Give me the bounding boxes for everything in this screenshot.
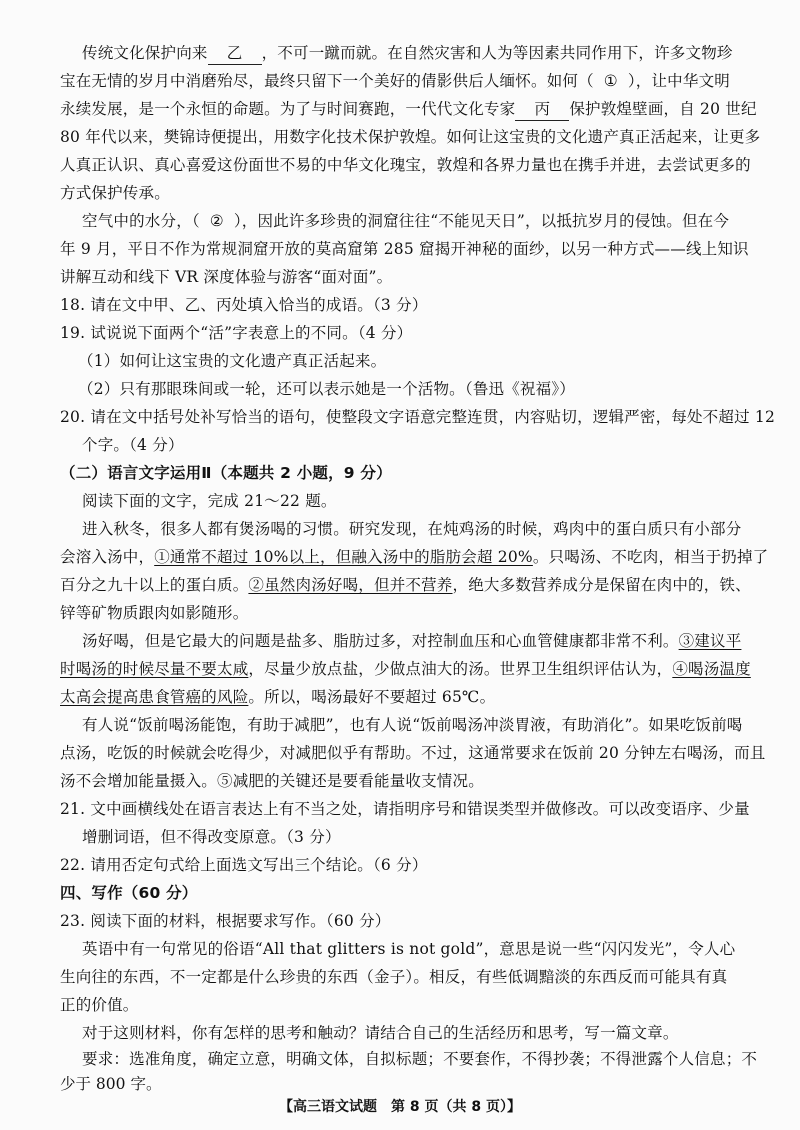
underlined-sentence-4: ④喝汤温度 (672, 660, 751, 678)
passage1-line (82, 42, 752, 65)
text: ），因此许多珍贵的洞窟往往“不能见天日”，以抵抗岁月的侵蚀。但在今 (233, 212, 730, 230)
writing-requirements: 要求：选准角度，确定立意，明确文体，自拟标题；不要套作，不得抄袭；不得泄露个人信息；不 (82, 1050, 758, 1068)
text: 。只喝汤、不吃肉，相当于扔掉了 (532, 548, 769, 566)
text: ，绝大多数营养成分是保留在肉中的，铁、 (452, 576, 751, 594)
passage2-line (60, 658, 752, 680)
section-heading: （二）语言文字运用Ⅱ（本题共 2 小题，9 分） (60, 464, 392, 482)
text: ），让中华文明 (627, 72, 730, 90)
passage2-line: 锌等矿物质跟肉如影随形。 (60, 604, 249, 622)
underlined-sentence-3: ③建议平 (678, 632, 742, 650)
blank-mark-1: ① (603, 72, 618, 90)
text: 空气中的水分，（ (82, 212, 200, 230)
text: 会溶入汤中， (60, 548, 155, 566)
question-23: 23. 阅读下面的材料，根据要求写作。（60 分） (60, 912, 391, 930)
passage1-line: 讲解互动和线下 VR 深度体验与游客“面对面”。 (60, 268, 393, 286)
text: 。所以，喝汤最好不要超过 65℃。 (248, 688, 496, 706)
question-19-item-1: （1）如何让这宝贵的文化遗产真正活起来。 (78, 352, 387, 370)
passage2-line: 进入秋冬，很多人都有煲汤喝的习惯。研究发现，在炖鸡汤的时候，鸡肉中的蛋白质只有小部分 (82, 520, 742, 538)
underlined-sentence-1: ①通常不超过 10%以上，但融入汤中的脂肪会超 20% (154, 548, 533, 566)
passage1-line (82, 210, 752, 232)
material-line: 正的价值。 (60, 996, 139, 1014)
text: 汤好喝，但是它最大的问题是盐多、脂肪过多，对控制血压和心血管健康都非常不利。 (82, 632, 679, 650)
passage2-line: 有人说“饭前喝汤能饱，有助于减肥”，也有人说“饭前喝汤冲淡胃液，有助消化”。如果吃饭前喝 (82, 716, 743, 734)
footer-text: 【高三语文试题 第 8 页（共 8 页）】 (279, 1099, 521, 1115)
passage2-line: 点汤，吃饭的时候就会吃得少，对减肥似乎有帮助。不过，这通常要求在饭前 20 分钟左右喝汤，而且 (60, 744, 766, 762)
section-heading: 四、写作（60 分） (60, 884, 198, 902)
text: 永续发展，是一个永恒的命题。为了与时间赛跑，一代代文化专家 (60, 100, 516, 118)
passage2-line (82, 630, 752, 652)
text: ，不可一蹴而就。在自然灾害和人为等因素共同作用下，许多文物珍 (261, 44, 733, 62)
text: 百分之九十以上的蛋白质。 (60, 576, 249, 594)
question-18: 18. 请在文中甲、乙、丙处填入恰当的成语。（3 分） (60, 296, 428, 314)
passage2-line (60, 546, 769, 568)
underlined-sentence-2: ②虽然肉汤好喝，但并不营养 (248, 576, 453, 594)
text: 传统文化保护向来 (82, 44, 208, 62)
reading-intro: 阅读下面的文字，完成 21～22 题。 (82, 492, 337, 510)
blank-yi: 乙 (208, 42, 262, 65)
passage2-line (60, 686, 752, 708)
passage1-line (60, 98, 757, 121)
writing-prompt: 对于这则材料，你有怎样的思考和触动？请结合自己的生活经历和思考，写一篇文章。 (82, 1024, 679, 1042)
passage1-line: 人真正认识、真心喜爱这份面世不易的中华文化瑰宝，敦煌和各界力量也在携手并进，去尝试更多的 (60, 156, 751, 174)
passage1-line: 年 9 月，平日不作为常规洞窟开放的莫高窟第 285 窟揭开神秘的面纱，以另一种方式——线上知识 (60, 240, 749, 258)
material-line: 英语中有一句常见的俗语“All that glitters is not gold”，意思是说一些“闪闪发光”，令人心 (82, 940, 736, 958)
text: 保护敦煌壁画，自 20 世纪 (569, 100, 757, 118)
passage1-line: 方式保护传承。 (60, 184, 170, 202)
writing-requirements-cont: 少于 800 字。 (60, 1075, 162, 1093)
passage2-line: 汤不会增加能量摄入。⑤减肥的关键还是要看能量收支情况。 (60, 772, 484, 790)
underlined-sentence-4-cont: 太高会提高患食管癌的风险 (60, 688, 249, 706)
question-20-cont: 个字。（4 分） (82, 436, 184, 454)
text: 宝在无情的岁月中消磨殆尽，最终只留下一个美好的倩影供后人缅怀。如何（ (60, 72, 594, 90)
underlined-sentence-3-cont: 时喝汤的时候尽量不要太咸 (60, 660, 249, 678)
question-19-item-2: （2）只有那眼珠间或一轮，还可以表示她是一个活物。（鲁迅《祝福》） (78, 380, 575, 398)
page-footer (0, 1074, 800, 1115)
question-21: 21. 文中画横线处在语言表达上有不当之处，请指明序号和错误类型并做修改。可以改变语序、少量 (60, 800, 750, 818)
passage1-line: 80 年代以来，樊锦诗便提出，用数字化技术保护敦煌。如何让这宝贵的文化遗产真正活起来，让更多 (60, 128, 761, 146)
blank-bing: 丙 (515, 98, 569, 121)
question-21-cont: 增删词语，但不得改变原意。（3 分） (82, 828, 341, 846)
blank-mark-2: ② (209, 212, 224, 230)
passage1-line (60, 70, 752, 92)
question-20: 20. 请在文中括号处补写恰当的语句，使整段文字语意完整连贯，内容贴切，逻辑严密，每处不超过 12 (60, 408, 776, 426)
question-22: 22. 请用否定句式给上面选文写出三个结论。（6 分） (60, 856, 428, 874)
material-line: 生向往的东西，不一定都是什么珍贵的东西（金子）。相反，有些低调黯淡的东西反而可能具有真 (60, 968, 728, 986)
passage2-line (60, 574, 752, 596)
text: ，尽量少放点盐，少做点油大的汤。世界卫生组织评估认为， (248, 660, 673, 678)
question-19: 19. 试说说下面两个“活”字表意上的不同。（4 分） (60, 324, 413, 342)
